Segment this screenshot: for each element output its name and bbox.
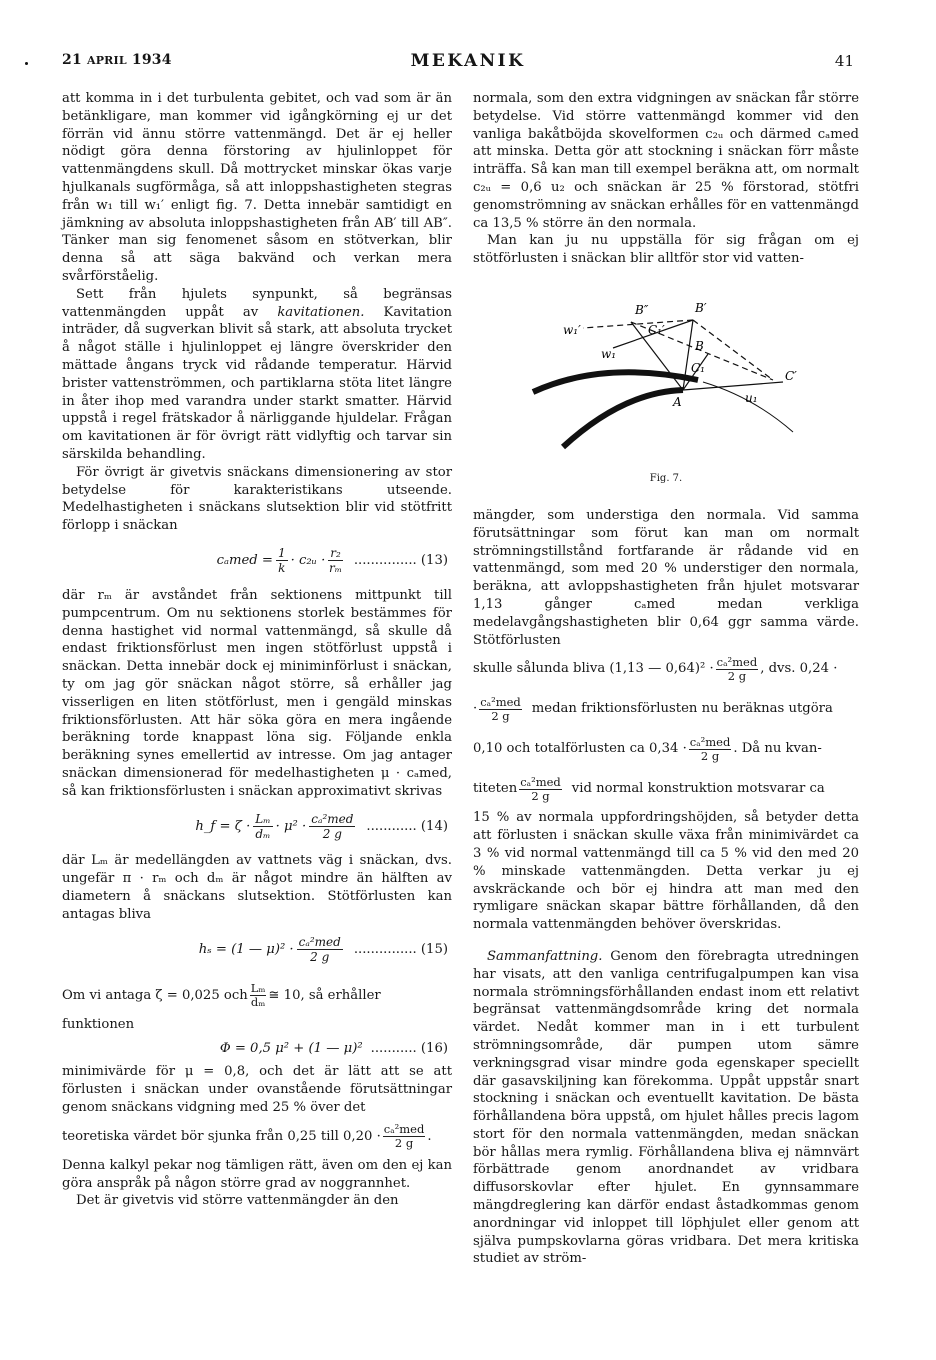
equation-number: ............ (14) xyxy=(366,818,448,834)
paragraph: normala, som den extra vidgningen av snäckan får större betydelse. Vid större vattenmängd kommer vid den vanliga bakåtböjda skovelformen c₂ᵤ och därmed cₐmed att minska. Detta gör att stockning i snäckan förr måste inträffa. Så kan man till exempel beräkna att, om normalt c₂ᵤ = 0,6 u₂ och snäckan är 25 % förstorad, stötfri genomströmning av snäckan erhålles för en vattenmängd ca 13,5 % större än den normala. xyxy=(473,91,859,231)
paragraph: 15 % av normala uppfordringshöjden, så betyder detta att förlusten i snäckan skulle växa från minimivärdet ca 3 % vid normal vattenmängd till ca 5 % vid den med 20 % minskade vattenmängden. Detta verkar ju ej avskräckande och bör ej hindra att man med den rymligare snäckan skapar bättre förhållanden, då den normala vattenmängden behöver överskridas. xyxy=(473,810,859,933)
fraction xyxy=(689,736,732,763)
equation-lhs: hₛ = (1 — μ)² · xyxy=(198,941,294,957)
text-run: teoretiska värdet bör sjunka från 0,25 till 0,20 · xyxy=(62,1128,381,1144)
circle-arc xyxy=(703,382,793,432)
paragraph-kavitation xyxy=(62,286,452,464)
paragraph-sammanfattning xyxy=(473,948,859,1268)
math-line xyxy=(473,769,859,809)
equation-expression xyxy=(217,546,346,575)
emphasis-text: Sammanfattning. xyxy=(487,948,603,964)
text-run: · xyxy=(473,701,478,717)
fraction-denominator: 2 g xyxy=(700,748,720,763)
equation-15 xyxy=(62,924,452,976)
text-run: medan friktionsförlusten nu beräknas utgöra xyxy=(531,701,833,717)
fraction xyxy=(479,696,522,723)
fraction-numerator: cₐ²med xyxy=(689,734,731,749)
fraction-denominator: 2 g xyxy=(322,826,342,841)
fraction-denominator: k xyxy=(278,561,286,576)
vector-u1 xyxy=(683,382,783,390)
fraction xyxy=(309,812,355,841)
equation-lhs: h_f = ζ · xyxy=(195,818,251,834)
emphasis-text: kavitationen. xyxy=(277,304,365,320)
text-run: vid normal konstruktion motsvarar ca xyxy=(571,781,825,797)
math-line xyxy=(473,649,859,689)
text-run: Genom den förebragta utredningen har visats, att den vanliga centrifugalpumpen kan visa normala strömningsförhållanden endast inom ett relativt begränsat vattenmängdsområde kring det normala värdet. Nedåt kommer man in i ett turbulent strömningsområde, där pumpen utom sämre verkningsgrad visar mindre goda egenskaper speciellt där gasavskiljning kan förekomma. Uppåt uppstår snart stockning i snäckan och eventuellt kavitation. De bästa förhållandena böra uppstå, om hjulet hålles precis lagom stort för den normala vattenmängden, medan snäckan bör hållas mera rymlig. Förhållandena bliva ej nämnvärt förbättrade genom anordnandet av vridbara diffusorskovlar efter hjulet. En gynnsammare mängdreglering kan därför endast åstadkommas genom anordningar vid inloppet till löphjulet eller genom att själva pumpskovlarna göras vridbara. Det mera kritiska studiet av ström- xyxy=(473,948,859,1267)
paragraph: där Lₘ är medellängden av vattnets väg i snäckan, dvs. ungefär π · rₘ och dₘ är något mindre än hälften av diametern å snäckans slutsektion. Stötförlusten kan antagas bliva xyxy=(62,853,452,922)
equation-expression xyxy=(199,935,346,964)
equation-expression xyxy=(195,812,358,841)
fraction-denominator: 2 g xyxy=(491,708,510,723)
label-c: C′ xyxy=(785,368,797,383)
figure-7 xyxy=(473,272,859,497)
fraction xyxy=(297,935,343,964)
fraction-numerator: cₐ²med xyxy=(520,774,561,789)
label-u1: u₁ xyxy=(745,390,758,405)
math-line xyxy=(62,1117,452,1157)
label-c1: C₁ xyxy=(691,360,705,375)
paragraph: Man kan ju nu uppställa för sig frågan om ej stötförlusten i snäckan blir alltför stor vid vatten- xyxy=(473,233,859,267)
journal-title: MEKANIK xyxy=(410,51,526,71)
spacer xyxy=(473,934,859,948)
left-column xyxy=(62,90,452,1210)
fraction-numerator: cₐ²med xyxy=(298,935,341,950)
fraction xyxy=(519,776,562,803)
paragraph: där rₘ är avståndet från sektionens mittpunkt till pumpcentrum. Om nu sektionens storlek bestämmes för denna hastighet vid normal vattenmängd, så skulle då endast friktionsförlust men ingen stötförlust uppstå i snäckan. Detta innebär dock ej miniminförlust i snäckan, ty om jag gör snäckan något större, så erhåller jag visserligen en liten stötförlust, men i gengäld minskas friktionsförlusten. Att här söka göra en mera ingående beräkning torde knappast löna sig. Följande enkla beräkning synes emellertid av intresse. Om jag antager snäckan dimensionerad för medelhastigheten μ · cₐmed, så kan friktionsförlusten i snäckan approximativt skrivas xyxy=(62,587,452,799)
text-run: . xyxy=(427,1128,432,1144)
paragraph: minimivärde för μ = 0,8, och det är lätt att se att förlusten i snäckan under ovanstående förutsättningar genom snäckans vidgning med 25 % över det xyxy=(62,1064,452,1116)
vector-w1-prime xyxy=(583,320,693,328)
text-run: ≅ 10, så erhåller xyxy=(268,987,381,1003)
page-number: 41 xyxy=(834,52,854,70)
paragraph: funktionen xyxy=(62,1016,135,1032)
fraction xyxy=(328,546,343,575)
fraction-numerator: Lₘ xyxy=(255,811,271,826)
fraction-numerator: cₐ²med xyxy=(480,694,521,709)
paragraph: att komma in i det turbulenta gebitet, och vad som är än betänkligare, man kommer vid igångkörning ej ur det förrän vid ännu större vattenmängd. Det är ej heller nödigt göra denna förstoring av hjulinloppet för vattenmängdens skull. Då mottrycket minskar ökas varje hjulkanals sugförmåga, så att inloppshastigheten stegras från w₁ till w₁′ enligt fig. 7. Detta innebär samtidigt en jämkning av absoluta inloppshastigheten från AB′ till AB″. Tänker man sig fenomenet såsom en stötverkan, blir denna så att säga bakvänd och verkan mera svårförståelig. xyxy=(62,91,452,284)
math-line xyxy=(473,729,859,769)
text-run: . Då nu kvan- xyxy=(733,741,822,757)
figure-caption: Fig. 7. xyxy=(649,472,683,484)
text-run: Kavitation inträder, då sugverkan blivit så stark, att absoluta trycket å något ställe i hjulinloppet ej längre överskrider den mättade ångans tryck vid rådande temperatur. Härvid brister vattenströmmen, och partiklarna stöta litet längre in åter ihop med varandra under starkt smatter. Härvid uppstå i regel frätskador å närliggande hjuldelar. Frågan om kavitationen är för övrigt rätt vidlyftig och tarvar sin särskilda behandling. xyxy=(62,304,452,462)
fraction-denominator: dₘ xyxy=(250,995,266,1010)
fraction xyxy=(253,812,272,841)
math-line xyxy=(62,976,452,1016)
equation-number: ............... (13) xyxy=(353,553,448,569)
label-c1-prime: C₁′ xyxy=(648,322,665,337)
text-run: 0,10 och totalförlusten ca 0,34 · xyxy=(473,741,687,757)
equation-16 xyxy=(62,1033,452,1063)
fraction-denominator: rₘ xyxy=(329,561,343,576)
fraction-denominator: 2 g xyxy=(727,668,747,683)
equation-number: ............... (15) xyxy=(353,941,448,957)
fraction-numerator: 1 xyxy=(277,546,286,561)
label-w1: w₁ xyxy=(601,346,617,361)
text-run: Sett från hjulets synpunkt, så begränsas vattenmängden uppåt av xyxy=(62,286,452,320)
equation-term: · μ² · xyxy=(275,818,307,834)
text-run: , dvs. 0,24 · xyxy=(760,661,838,677)
fraction-denominator: 2 g xyxy=(394,1136,414,1151)
paragraph: Det är givetvis vid större vattenmängder än den xyxy=(76,1193,399,1209)
equation-13 xyxy=(62,535,452,587)
text-run: Om vi antaga ζ = 0,025 och xyxy=(62,987,248,1003)
fraction-numerator: Lₘ xyxy=(250,981,266,996)
fraction xyxy=(716,656,759,683)
label-b-prime: B′ xyxy=(695,300,707,315)
right-column xyxy=(473,90,859,1268)
equation-term: · c₂ᵤ · xyxy=(290,553,326,569)
paragraph: För övrigt är givetvis snäckans dimensionering av stor betydelse för karakteristikans utseende. Medelhastigheten i snäckans slutsektion blir vid stötfritt förlopp i snäckan xyxy=(62,464,452,534)
fraction-numerator: cₐ²med xyxy=(716,654,758,669)
paragraph: mängder, som understiga den normala. Vid samma förutsättningar som förut kan man om normalt strömningstillstånd fortfarande är rådande vid en vattenmängd, som med 20 % understiger den normala, beräkna, att avloppshastigheten från hjulet motsvarar 1,13 gånger cₐmed medan verkliga medelavgångshastigheten blir 0,64 ggr samma värde. Stötförlusten xyxy=(473,507,859,648)
equation-14 xyxy=(62,800,452,852)
label-a: A xyxy=(673,394,682,409)
header-day: 21 xyxy=(62,52,82,68)
label-b: B xyxy=(695,338,704,353)
math-line xyxy=(473,689,859,729)
fraction xyxy=(250,982,267,1009)
fraction-denominator: 2 g xyxy=(531,788,550,803)
fraction xyxy=(276,546,288,575)
velocity-diagram xyxy=(523,272,823,462)
fraction-numerator: cₐ²med xyxy=(383,1122,425,1137)
label-b-double-prime: B″ xyxy=(635,302,649,317)
fraction-denominator: dₘ xyxy=(255,826,271,841)
lower-blade-curve xyxy=(563,390,683,447)
equation-number: ........... (16) xyxy=(370,1040,448,1056)
text-run: titeten xyxy=(473,781,518,797)
paragraph: Denna kalkyl pekar nog tämligen rätt, även om den ej kan göra anspråk på någon större grad av noggrannhet. xyxy=(62,1157,452,1191)
fraction-numerator: r₂ xyxy=(330,546,341,561)
text-run: skulle sålunda bliva (1,13 — 0,64)² · xyxy=(473,661,714,677)
fraction xyxy=(383,1123,426,1150)
fraction-denominator: 2 g xyxy=(310,950,330,965)
fraction-numerator: cₐ²med xyxy=(311,811,354,826)
label-w1-prime: w₁′ xyxy=(563,322,581,337)
dashed-line xyxy=(693,320,773,380)
header-year: 1934 xyxy=(131,52,172,68)
equation-expression: Φ = 0,5 μ² + (1 — μ)² xyxy=(219,1040,363,1056)
equation-lhs: cₐmed = xyxy=(216,553,273,569)
header-month: APRIL xyxy=(86,54,127,67)
